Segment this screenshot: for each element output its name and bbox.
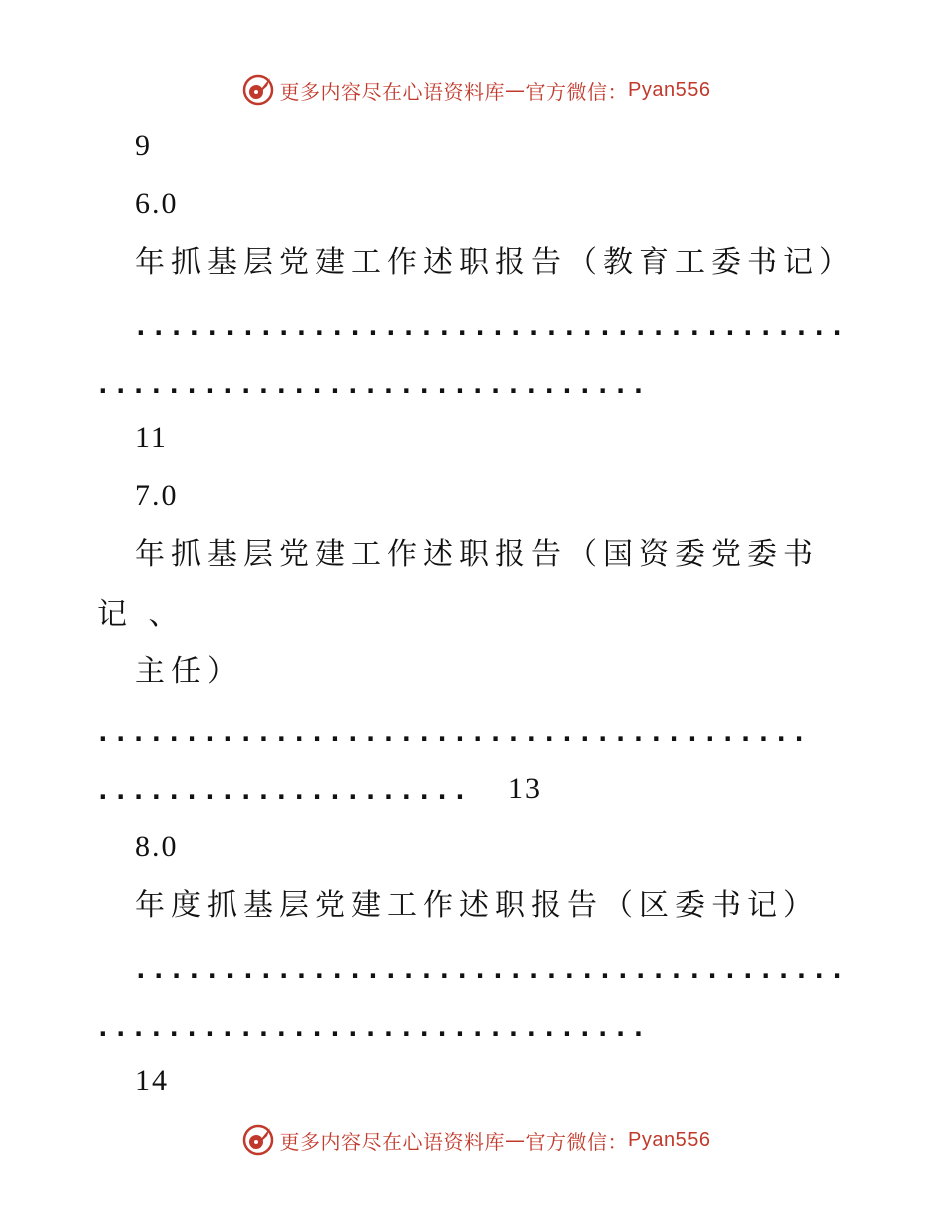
toc-page-number: 9: [135, 129, 152, 162]
toc-entry-title: 年抓基层党建工作述职报告（教育工委书记）: [135, 245, 855, 280]
toc-leader-dots: ...............................: [95, 1013, 649, 1043]
watermark-separator: —: [505, 1128, 526, 1152]
watermark-text: 更多内容尽在心语资料库: [279, 79, 506, 104]
toc-page-number: 13: [508, 772, 542, 805]
toc-leader-dots: .....................: [95, 776, 470, 806]
watermark-id: Pyan556: [628, 78, 711, 101]
toc-entry-title: 年抓基层党建工作述职报告（国资委党委书: [135, 537, 819, 572]
quill-pen-logo-icon: [240, 1122, 276, 1158]
toc-entry-title: 主任）: [135, 654, 243, 689]
toc-page-number: 11: [135, 421, 168, 454]
watermark-separator: —: [505, 78, 526, 102]
toc-leader-dots: ........................................: [95, 718, 810, 748]
toc-entry-title: 记 、: [97, 597, 185, 632]
toc-page-number: 14: [135, 1064, 169, 1097]
header-watermark: [0, 70, 950, 110]
toc-entry-title: 年度抓基层党建工作述职报告（区委书记）: [135, 888, 819, 923]
watermark-suffix: 官方微信：: [525, 1129, 629, 1154]
footer-watermark: [0, 1120, 950, 1160]
toc-entry-index: 7.0: [135, 479, 179, 512]
watermark-suffix: 官方微信：: [525, 79, 629, 104]
watermark-id: Pyan556: [628, 1128, 711, 1151]
quill-pen-logo-icon: [240, 72, 276, 108]
watermark-text: 更多内容尽在心语资料库: [279, 1129, 506, 1154]
toc-leader-dots: ...............................: [95, 370, 649, 400]
toc-leader-dots: ........................................: [133, 312, 848, 342]
toc-entry-index: 6.0: [135, 187, 179, 220]
toc-entry-index: 8.0: [135, 830, 179, 863]
toc-leader-dots: ........................................: [133, 955, 848, 985]
